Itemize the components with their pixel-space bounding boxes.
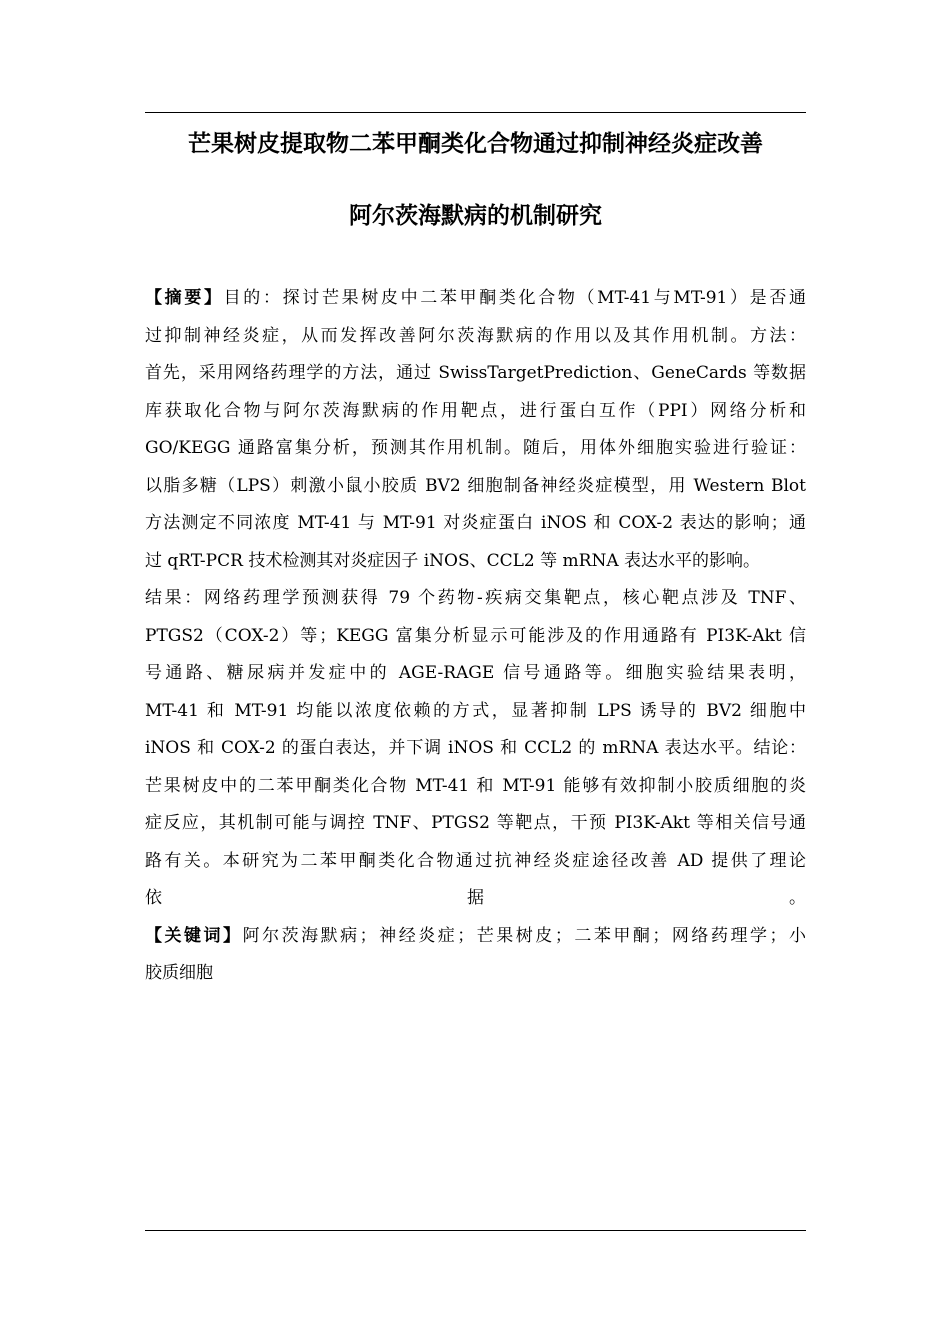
abstract-line: 芒果树皮中的二苯甲酮类化合物 MT-41 和 MT-91 能够有效抑制小胶质细胞的炎 [145, 775, 806, 796]
abstract-line: PTGS2（COX-2）等；KEGG 富集分析显示可能涉及的作用通路有 PI3K-Akt 信 [145, 625, 806, 646]
abstract-line: 号通路、糖尿病并发症中的 AGE-RAGE 信号通路等。细胞实验结果表明， [145, 663, 806, 683]
abstract-block [145, 280, 806, 993]
keywords-line [145, 918, 806, 956]
abstract-line: 结果：网络药理学预测获得 79 个药物-疾病交集靶点，核心靶点涉及 TNF、 [145, 588, 806, 608]
keywords-text: 阿尔茨海默病；神经炎症；芒果树皮；二苯甲酮；网络药理学；小 [242, 925, 807, 946]
abstract-line: 过 qRT-PCR 技术检测其对炎症因子 iNOS、CCL2 等 mRNA 表达水平的影响。 [145, 550, 761, 571]
abstract-line: 以脂多糖（LPS）刺激小鼠小胶质 BV2 细胞制备神经炎症模型，用 Western Blot [145, 475, 806, 496]
bottom-rule [145, 1230, 806, 1231]
abstract-line: GO/KEGG 通路富集分析，预测其作用机制。随后，用体外细胞实验进行验证： [145, 438, 806, 458]
abstract-label: 【摘要】 [145, 288, 224, 308]
abstract-line: 依 据 。 [145, 888, 806, 908]
keywords-label: 【关键词】 [145, 925, 243, 946]
abstract-line: 首先，采用网络药理学的方法，通过 SwissTargetPrediction、GeneCards 等数据 [145, 363, 806, 383]
abstract-line: 路有关。本研究为二苯甲酮类化合物通过抗神经炎症途径改善 AD 提供了理论 [145, 850, 806, 871]
keywords-line: 胶质细胞 [145, 963, 213, 983]
abstract-line: 方法测定不同浓度 MT-41 与 MT-91 对炎症蛋白 iNOS 和 COX-2 表达的影响；通 [145, 513, 806, 533]
abstract-text: 目的：探讨芒果树皮中二苯甲酮类化合物（MT-41与MT-91）是否通 [223, 288, 807, 308]
top-rule [145, 112, 806, 113]
abstract-line: 症反应，其机制可能与调控 TNF、PTGS2 等靶点，干预 PI3K-Akt 等相关信号通 [145, 813, 806, 833]
title-line-1: 芒果树皮提取物二苯甲酮类化合物通过抑制神经炎症改善 [188, 131, 763, 157]
abstract-line: 库获取化合物与阿尔茨海默病的作用靶点，进行蛋白互作（PPI）网络分析和 [145, 400, 806, 421]
abstract-line: MT-41 和 MT-91 均能以浓度依赖的方式，显著抑制 LPS 诱导的 BV2 细胞中 [145, 700, 806, 721]
abstract-line: iNOS 和 COX-2 的蛋白表达，并下调 iNOS 和 CCL2 的 mRNA 表达水平。结论： [145, 738, 806, 758]
title-line-2: 阿尔茨海默病的机制研究 [349, 203, 602, 229]
abstract-line [145, 280, 806, 318]
abstract-line: 过抑制神经炎症，从而发挥改善阿尔茨海默病的作用以及其作用机制。方法： [145, 325, 806, 346]
